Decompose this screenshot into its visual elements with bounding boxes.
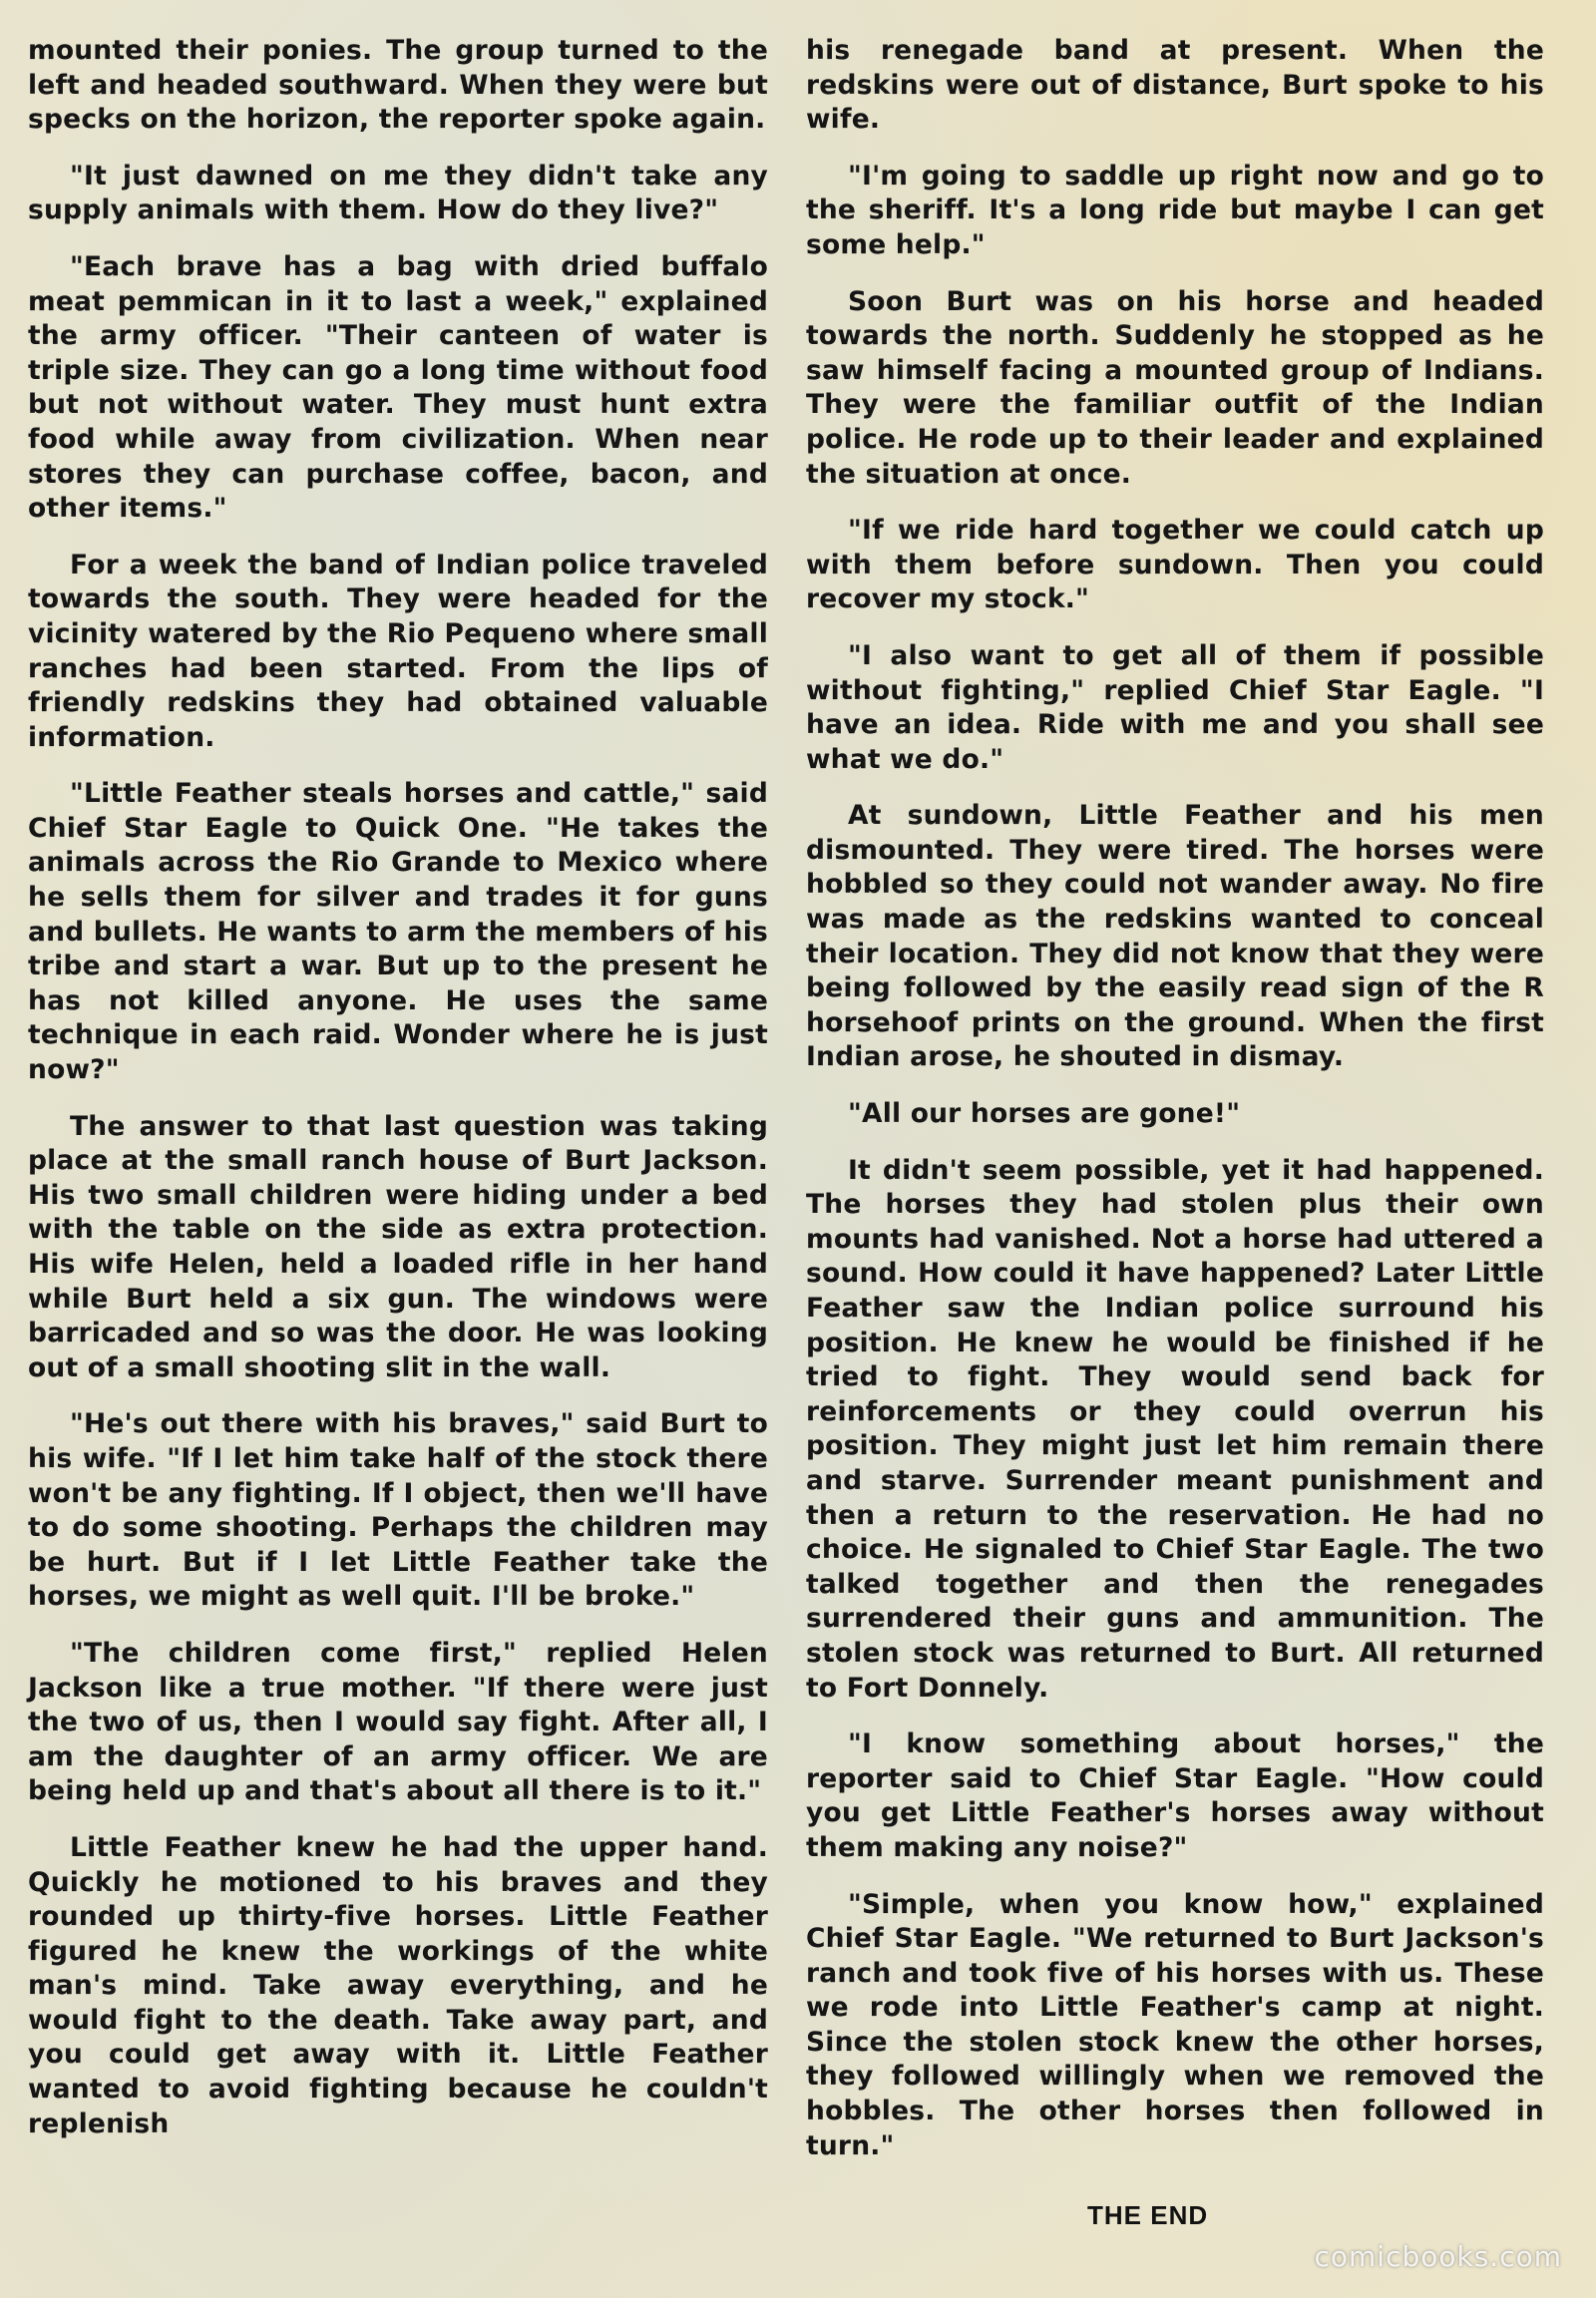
paragraph: "I know something about horses," the reporter said to Chief Star Eagle. "How could you get Little Feather's horses away without them making any noise?" [806, 1728, 1544, 1863]
paragraph: "Each brave has a bag with dried buffalo meat pemmican in it to last a week," explained the army officer. "Their canteen of water is triple size. They can go a long time without food but not without water. They must hunt extra food while away from civilization. When near stores they can purchase coffee, bacon, and other items." [28, 250, 768, 525]
paragraph: At sundown, Little Feather and his men dismounted. They were tired. The horses were hobbled so they could not wander away. No fire was made as the redskins wanted to conceal their location. They did not know that they were being followed by the easily read sign of the R horsehoof prints on the ground. When the first Indian arose, he shouted in dismay. [806, 800, 1544, 1073]
right-text-column [806, 34, 1544, 2185]
paragraph: mounted their ponies. The group turned to the left and headed southward. When they were but specks on the horizon, the reporter spoke again. [28, 35, 768, 136]
paragraph: "It just dawned on me they didn't take any supply animals with them. How do they live?" [28, 160, 768, 226]
paragraph: "Little Feather steals horses and cattle," said Chief Star Eagle to Quick One. "He takes the animals across the Rio Grande to Mexico where he sells them for silver and trades it for guns and bullets. He wants to arm the members of his tribe and start a war. But up to the present he has not killed anyone. He uses the same technique in each raid. Wonder where he is just now?" [28, 778, 768, 1086]
paragraph: "Simple, when you know how," explained Chief Star Eagle. "We returned to Burt Jackson's ranch and took five of his horses with us. These we rode into Little Feather's camp at night. Since the stolen stock knew the other horses, they followed willingly when we removed the hobbles. The other horses then followed in turn." [806, 1888, 1544, 2161]
paragraph: his renegade band at present. When the redskins were out of distance, Burt spoke to his wife. [806, 35, 1544, 136]
the-end-label: THE END [1087, 2200, 1209, 2230]
paragraph: "All our horses are gone!" [848, 1098, 1241, 1130]
site-watermark: comicbooks.com [1314, 2240, 1562, 2273]
paragraph: Little Feather knew he had the upper hand. Quickly he motioned to his braves and they rounded up thirty-five horses. Little Feather figured he knew the workings of the white man's mind. Take away everything, and he would fight to the death. Take away part, and you could get away with it. Little Feather wanted to avoid fighting because he couldn't replenish [28, 1831, 768, 2139]
paragraph: It didn't seem possible, yet it had happened. The horses they had stolen plus their own mounts had vanished. Not a horse had uttered a sound. How could it have happened? Later Little Feather saw the Indian police surround his position. He knew he would be finished if he tried to fight. They would send back for reinforcements or they could overrun his position. They might just let him remain there and starve. Surrender meant punishment and then a return to the reservation. He had no choice. He signaled to Chief Star Eagle. The two talked together and then the renegades surrendered their guns and ammunition. The stolen stock was returned to Burt. All returned to Fort Donnely. [806, 1154, 1544, 1704]
paragraph: "I'm going to saddle up right now and go to the sheriff. It's a long ride but maybe I can get some help." [806, 160, 1544, 260]
paragraph: "The children come first," replied Helen Jackson like a true mother. "If there were just the two of us, then I would say fight. After all, I am the daughter of an army officer. We are being held up and that's about all there is to it." [28, 1637, 768, 1807]
paragraph: "He's out there with his braves," said Burt to his wife. "If I let him take half of the stock there won't be any fighting. If I object, then we'll have to do some shooting. Perhaps the children may be hurt. But if I let Little Feather take the horses, we might as well quit. I'll be broke." [28, 1408, 768, 1613]
paragraph: Soon Burt was on his horse and headed towards the north. Suddenly he stopped as he saw himself facing a mounted group of Indians. They were the familiar outfit of the Indian police. He rode up to their leader and explained the situation at once. [806, 285, 1544, 490]
paragraph: "I also want to get all of them if possible without fighting," replied Chief Star Eagle. "I have an idea. Ride with me and you shall see what we do." [806, 639, 1544, 775]
left-text-column [28, 34, 768, 2163]
paragraph: For a week the band of Indian police traveled towards the south. They were headed for the vicinity watered by the Rio Pequeno where small ranches had been started. From the lips of friendly redskins they had obtained valuable information. [28, 549, 768, 753]
paragraph: "If we ride hard together we could catch up with them before sundown. Then you could recover my stock." [806, 515, 1544, 615]
paragraph: The answer to that last question was taking place at the small ranch house of Burt Jackson. His two small children were hiding under a bed with the table on the side as extra protection. His wife Helen, held a loaded rifle in her hand while Burt held a six gun. The windows were barricaded and so was the door. He was looking out of a small shooting slit in the wall. [28, 1110, 768, 1383]
